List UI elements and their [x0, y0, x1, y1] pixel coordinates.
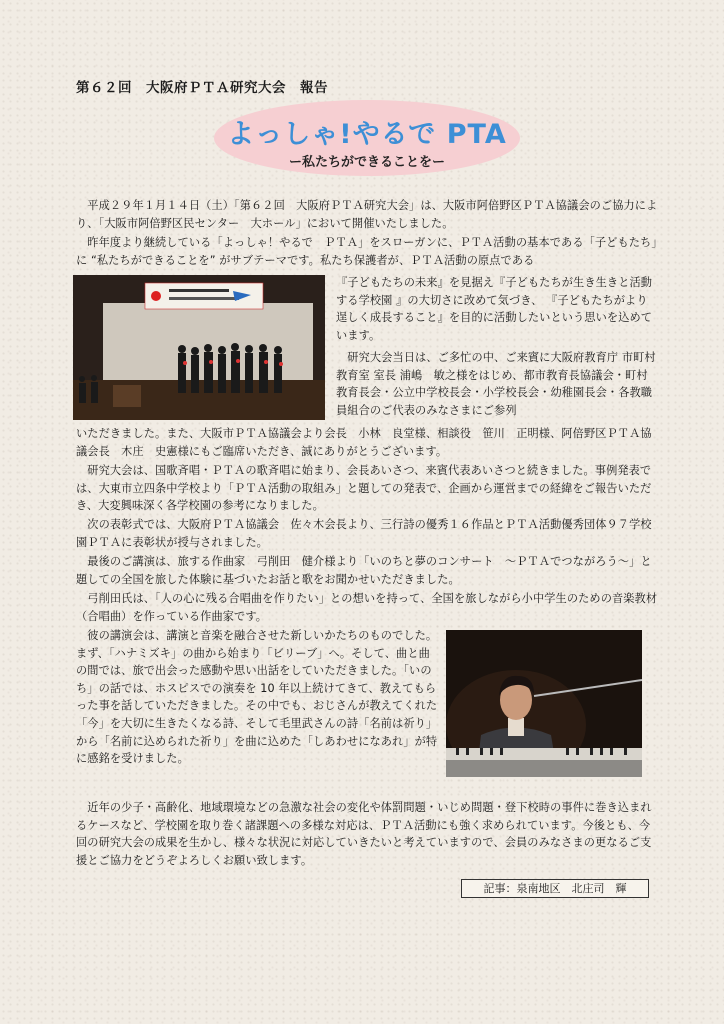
article-heading: 第６２回 大阪府ＰＴＡ研究大会 報告	[76, 80, 328, 96]
article-title: よっしゃ!やるで PTA	[227, 119, 507, 150]
paragraph-program: 研究大会は、国歌斉唱・ＰＴＡの歌斉唱に始まり、会長あいさつ、来賓代表あいさつと続きました。事例発表では、大東市立四条中学校より「ＰＴＡ活動の取組み」と題しての発表で、企画から運営までの経緯をご報告いただき、大変興味深く各学校園の参考になりました。	[76, 464, 652, 513]
conference-stage-photo	[73, 275, 325, 420]
paragraph-awards: 次の表彰式では、大阪府ＰＴＡ協議会 佐々木会長より、三行詩の優秀１６作品とＰＴＡ活動優秀団体９７学校園ＰＴＡに表彰状が授与されました。	[76, 518, 652, 549]
performer-piano-photo	[446, 630, 642, 777]
paragraph-guests: 研究大会当日は、ご多忙の中、ご来賓に大阪府教育庁 市町村教育室 室長 浦嶋 敏之様をはじめ、都市教育長協議会・町村教育長会・公立中学校長会・小学校長会・幼稚園長会・各教職員組合のご代表のみなさまにご参列	[336, 351, 656, 417]
paragraph-lecture: 最後のご講演は、旅する作曲家 弓削田 健介様より「いのちと夢のコンサート ～ＰＴＡでつながろう～」と題しての全国を旅した体験に基づいたお話と歌をお聞かせいただきました。	[76, 555, 652, 586]
paragraph-guests-continued: いただきました。また、大阪市ＰＴＡ協議会より会長 小林 良堂様、相談役 笹川 正明様、阿倍野区ＰＴＡ協議会長 木庄 史憲様にもご臨席いただき、誠にありがとうございます。	[76, 427, 652, 458]
paragraph-theme: 『子どもたちの未来』を見据え『子どもたちが生き生きと活動する学校園 』の大切さに改めて気づき、 『子どもたちがより逞しく成長すること』を目的に活動したいという思いを込めています。	[336, 276, 653, 342]
paragraph-slogan: 昨年度より継続している「よっしゃ！やるで ＰＴＡ」をスローガンに、ＰＴＡ活動の基本である「子どもたち」に “私たちができることを” がサブテーマです。私たち保護者が、ＰＴＡ活動の原点である	[76, 236, 658, 267]
paragraph-opening: 平成２９年１月１４日（土）「第６２回 大阪府ＰＴＡ研究大会」は、大阪市阿倍野区ＰＴＡ協議会のご協力により、「大阪市阿倍野区民センター 大ホール」において開催いたしました。	[76, 199, 658, 230]
paragraph-composer: 弓削田氏は、「人の心に残る合唱曲を作りたい」との想いを持って、全国を旅しながら小中学生のための音楽教材（合唱曲）を作っている作曲家です。	[76, 592, 658, 623]
paragraph-closing: 近年の少子・高齢化、地域環境などの急激な社会の変化や体罰問題・いじめ問題・登下校時の事件に巻き込まれるケースなど、学校園を取り巻く諸課題への多様な対応は、ＰＴＡ活動にも強く求められています。今後とも、今回の研究大会の成果を生かし、様々な状況に対応していきたいと考えていますので、会員のみなさまの更なるご支援とご協力をどうぞよろしくお願い致します。	[76, 801, 652, 867]
paragraph-concert: 彼の講演会は、講演と音楽を融合させた新しいかたちのものでした。まず、「ハナミズキ」の曲から始まり「ビリーブ」へ。そして、曲と曲の間では、旅で出会った感動や思い出話をしていただきました。「いのち」の話では、ホスピスでの演奏を 10 年以上続けてきて、教えてもらった事を話していただきました。その中でも、おじさんが教えてくれた「今」を大切に生きたくなる詩、そして毛里武さんの詩「名前は祈り」から「名前に込められた祈り」を曲に込めた「しあわせになあれ」が特に感銘を受けました。	[76, 629, 438, 766]
article-credit: 記事：泉南地区 北庄司 輝	[461, 879, 649, 898]
article-subtitle: ー私たちができることをー	[288, 155, 445, 170]
